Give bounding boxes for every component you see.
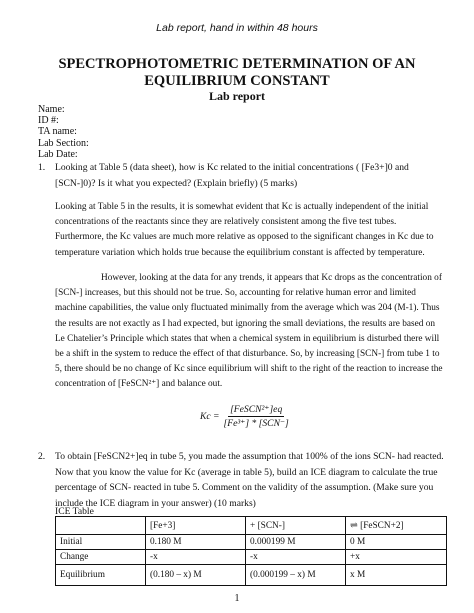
ice-header-cell — [56, 517, 146, 535]
question-2 — [38, 449, 447, 511]
field-lab-section: Lab Section: — [38, 137, 89, 149]
ice-cell: x M — [346, 565, 447, 586]
ice-table-row — [56, 565, 447, 586]
question-2-number: 2. — [38, 451, 46, 462]
ice-cell: (0.000199 – x) M — [246, 565, 346, 586]
ice-cell: 0.000199 M — [246, 535, 346, 550]
question-1-number: 1. — [38, 162, 46, 173]
title-line-2: EQUILIBRIUM CONSTANT — [144, 73, 330, 89]
field-name: Name: — [38, 104, 65, 115]
ice-table-row — [56, 550, 447, 565]
ice-header-cell: [Fe+3] — [146, 517, 246, 535]
title-line-1: SPECTROPHOTOMETRIC DETERMINATION OF AN — [58, 56, 416, 72]
ice-cell: Equilibrium — [56, 565, 146, 586]
equation-fraction — [224, 404, 289, 429]
equation-numerator: [FeSCN²⁺]eq — [230, 404, 283, 415]
ice-table-row — [56, 535, 447, 550]
ice-cell: 0 M — [346, 535, 447, 550]
ice-table-header-row — [56, 517, 447, 535]
question-1-text: Looking at Table 5 (data sheet), how is Kc related to the initial concentrations ( [Fe3+]0 and [SCN-]0)? Is it what you expected? (Explain briefly) (5 marks) — [55, 162, 409, 189]
ice-header-cell: ⇌ [FeSCN+2] — [346, 517, 447, 535]
ice-cell: (0.180 – x) M — [146, 565, 246, 586]
equation-denominator: [Fe³⁺] * [SCN⁻] — [223, 418, 289, 429]
answer-1-paragraph-2: However, looking at the data for any trends, it appears that Kc drops as the concentration of [SCN-] increases, but this should not be true. So, accounting for relative human error and limited machine capabilities, the value only fluctuated minimally from the average which was 204 (M-1). Thus the results are not exactly as I had expected, but ignoring the small deviations, the results are based on Le Chatelier’s Principle which states that when a chemical system in equilibrium is disturbed there will be a shift in the system to reduce the effect of that disturbance. So, by increasing [SCN-] from tube 1 to 5, there should be no change of Kc since equilibrium will shift to the right of the reaction to increase the concentration of [FeSCN²⁺] and balance out. — [55, 273, 443, 390]
page-number: 1 — [234, 593, 240, 604]
ice-table-label: ICE Table — [55, 506, 94, 517]
ice-cell: +x — [346, 550, 447, 565]
ice-table — [55, 516, 447, 586]
ice-cell: -x — [146, 550, 246, 565]
student-info-fields — [38, 104, 89, 160]
ice-cell: Change — [56, 550, 146, 565]
document-subtitle: Lab report — [208, 89, 266, 103]
page-header: Lab report, hand in within 48 hours — [156, 22, 318, 34]
kc-equation — [200, 404, 289, 429]
field-id: ID #: — [38, 115, 59, 127]
field-lab-date: Lab Date: — [38, 148, 78, 160]
answer-1-paragraph-1: Looking at Table 5 in the results, it is somewhat evident that Kc is actually independent of the initial concentrations of the reactants since they are relatively consistent among the five test tubes. Furthermore, the Kc values are much more relative as opposed to the significant changes in Kc due to temperature variation which holds true because the equilibrium constant is affected by temperature. — [55, 202, 434, 258]
field-ta-name: TA name: — [38, 126, 77, 138]
ice-cell: Initial — [56, 535, 146, 550]
question-2-text: To obtain [FeSCN2+]eq in tube 5, you made the assumption that 100% of the ions SCN- had reacted. Now that you know the value for Kc (average in table 5), build an ICE diagram to calculate the true percentage of SCN- reacted in tube 5. Comment on the validity of the assumption. (Make sure you include the ICE diagram in your answer) (10 marks) — [55, 451, 444, 509]
ice-cell: 0.180 M — [146, 535, 246, 550]
document-title — [0, 56, 474, 90]
equation-lhs: Kc = — [200, 411, 220, 422]
ice-cell: -x — [246, 550, 346, 565]
ice-header-cell: + [SCN-] — [246, 517, 346, 535]
question-1 — [38, 160, 447, 191]
